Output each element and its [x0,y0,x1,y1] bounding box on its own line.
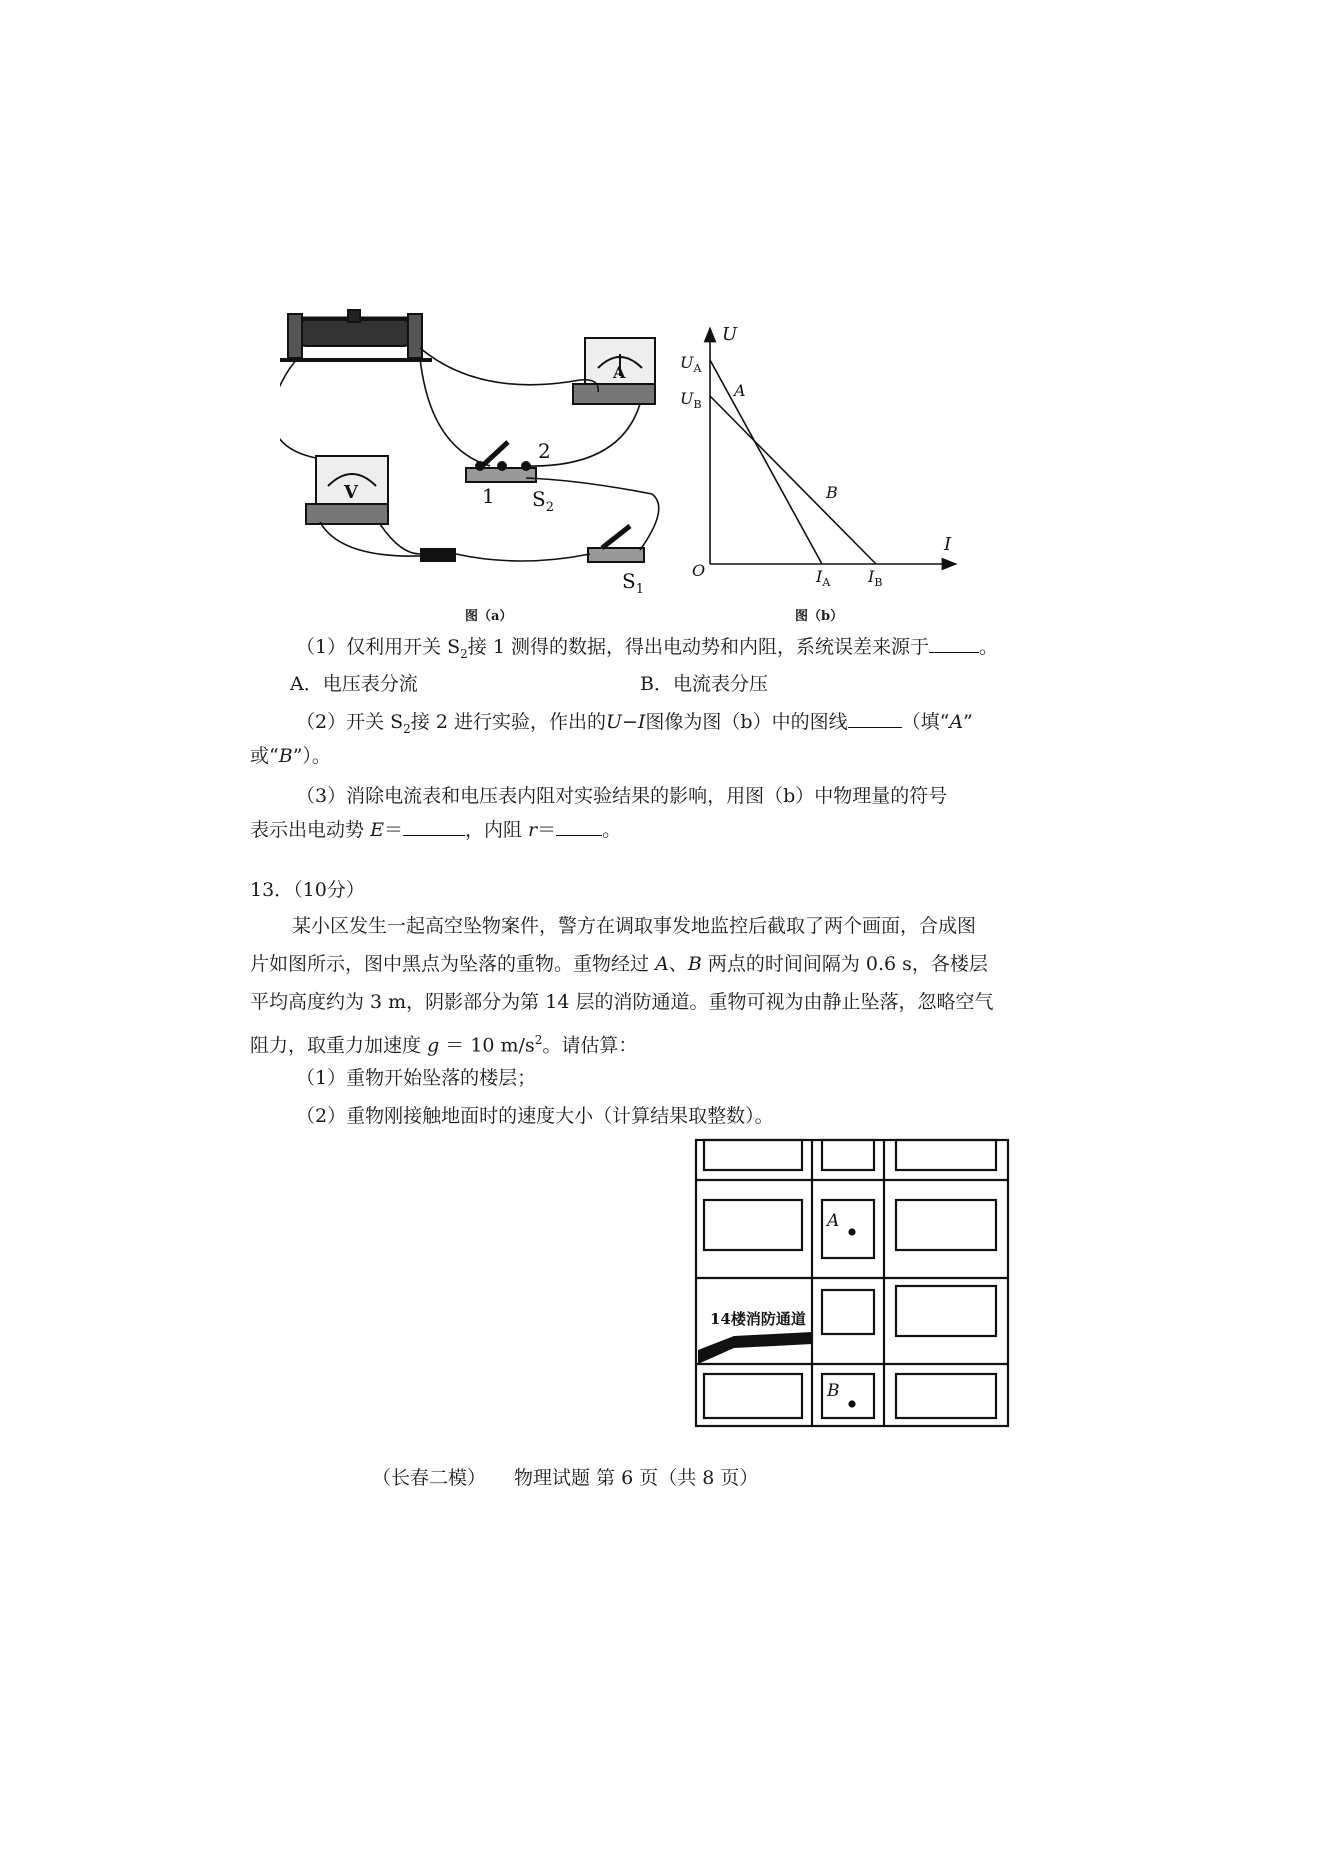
switch-s2-pos1: 1 [482,484,495,508]
q13-line3: 平均高度约为 3 m，阴影部分为第 14 层的消防通道。重物可视为由静止坠落，忽略空气 [250,991,994,1013]
ub-label: $U_B$ [680,389,702,411]
switch-s2-label: $S_2$ [532,487,554,515]
answer-blank[interactable] [929,634,979,653]
fire-passage-label: 14楼消防通道 [710,1310,806,1328]
point-b [848,1400,855,1407]
line-b-label: B [826,483,838,502]
point-a [848,1228,855,1235]
fire-passage-14th-floor [698,1332,812,1364]
line-a [710,360,822,564]
window [896,1374,996,1418]
switch-s2-pos2: 2 [538,439,551,463]
ammeter-label: A [613,363,626,382]
q13-line1: 某小区发生一起高空坠物案件，警方在调取事发地监控后截取了两个画面，合成图 [292,915,977,937]
window [896,1200,996,1250]
q12-part3-line2: 表示出电动势 E＝ ，内阻 r＝ 。 [250,819,622,841]
origin-label: O [692,561,706,580]
point-b-label: B [827,1381,840,1401]
q12-part2: （2）开关 $S_2$接 2 进行实验，作出的U−I图像为图（b）中的图线 （填“A” [296,711,973,736]
q13-line4: 阻力，取重力加速度 g ＝ 10 $m/s^2$。请估算： [250,1033,638,1057]
q12-part3-line1: （3）消除电流表和电压表内阻对实验结果的影响，用图（b）中物理量的符号 [296,785,948,807]
i-axis-label: I [944,534,952,555]
ua-label: $U_A$ [680,353,702,375]
footer-page: 物理试题 第 6 页（共 8 页） [514,1467,759,1489]
rheostat [280,310,432,360]
building-figure [694,1138,1010,1428]
point-a-label: A [827,1211,840,1231]
figure-b-caption: 图（b） [795,609,844,624]
q12-part2-cont: 或“B”）。 [250,745,331,767]
q13-sub2: （2）重物刚接触地面时的速度大小（计算结果取整数）。 [296,1105,774,1127]
line-a-label: A [734,381,746,400]
footer-exam: （长春二模） [372,1467,487,1489]
q12-option-b: B．电流表分压 [640,673,768,695]
ib-label: $I_B$ [868,567,883,588]
building-outline [696,1140,1008,1426]
window [704,1200,802,1250]
answer-blank-e[interactable] [403,817,465,836]
figure-a-caption: 图（a） [465,609,513,624]
ammeter [573,338,655,404]
q13-header: 13．（10分） [250,879,365,901]
switch-s2 [466,442,536,482]
q12-option-a: A．电压表分流 [290,673,418,695]
q13-sub1: （1）重物开始坠落的楼层； [296,1067,537,1089]
window [822,1290,874,1334]
u-axis-label: U [722,324,738,345]
figure-a-circuit [280,308,680,598]
q13-line2: 片如图所示，图中黑点为坠落的重物。重物经过 A、B 两点的时间间隔为 0.6 s，各楼层 [250,953,988,975]
window [704,1374,802,1418]
switch-s1 [588,526,644,562]
answer-blank-r[interactable] [556,817,602,836]
window [896,1286,996,1336]
switch-s1-label: $S_1$ [622,569,644,597]
ia-label: $I_A$ [816,567,831,588]
q12-part1: （1）仅利用开关 $S_2$接 1 测得的数据，得出电动势和内阻，系统误差来源于 。 [296,636,998,661]
voltmeter-label: V [344,482,358,503]
line-b [710,396,876,564]
answer-blank[interactable] [848,709,902,728]
battery [420,548,456,562]
figure-b-graph [680,318,970,588]
voltmeter [306,456,388,524]
